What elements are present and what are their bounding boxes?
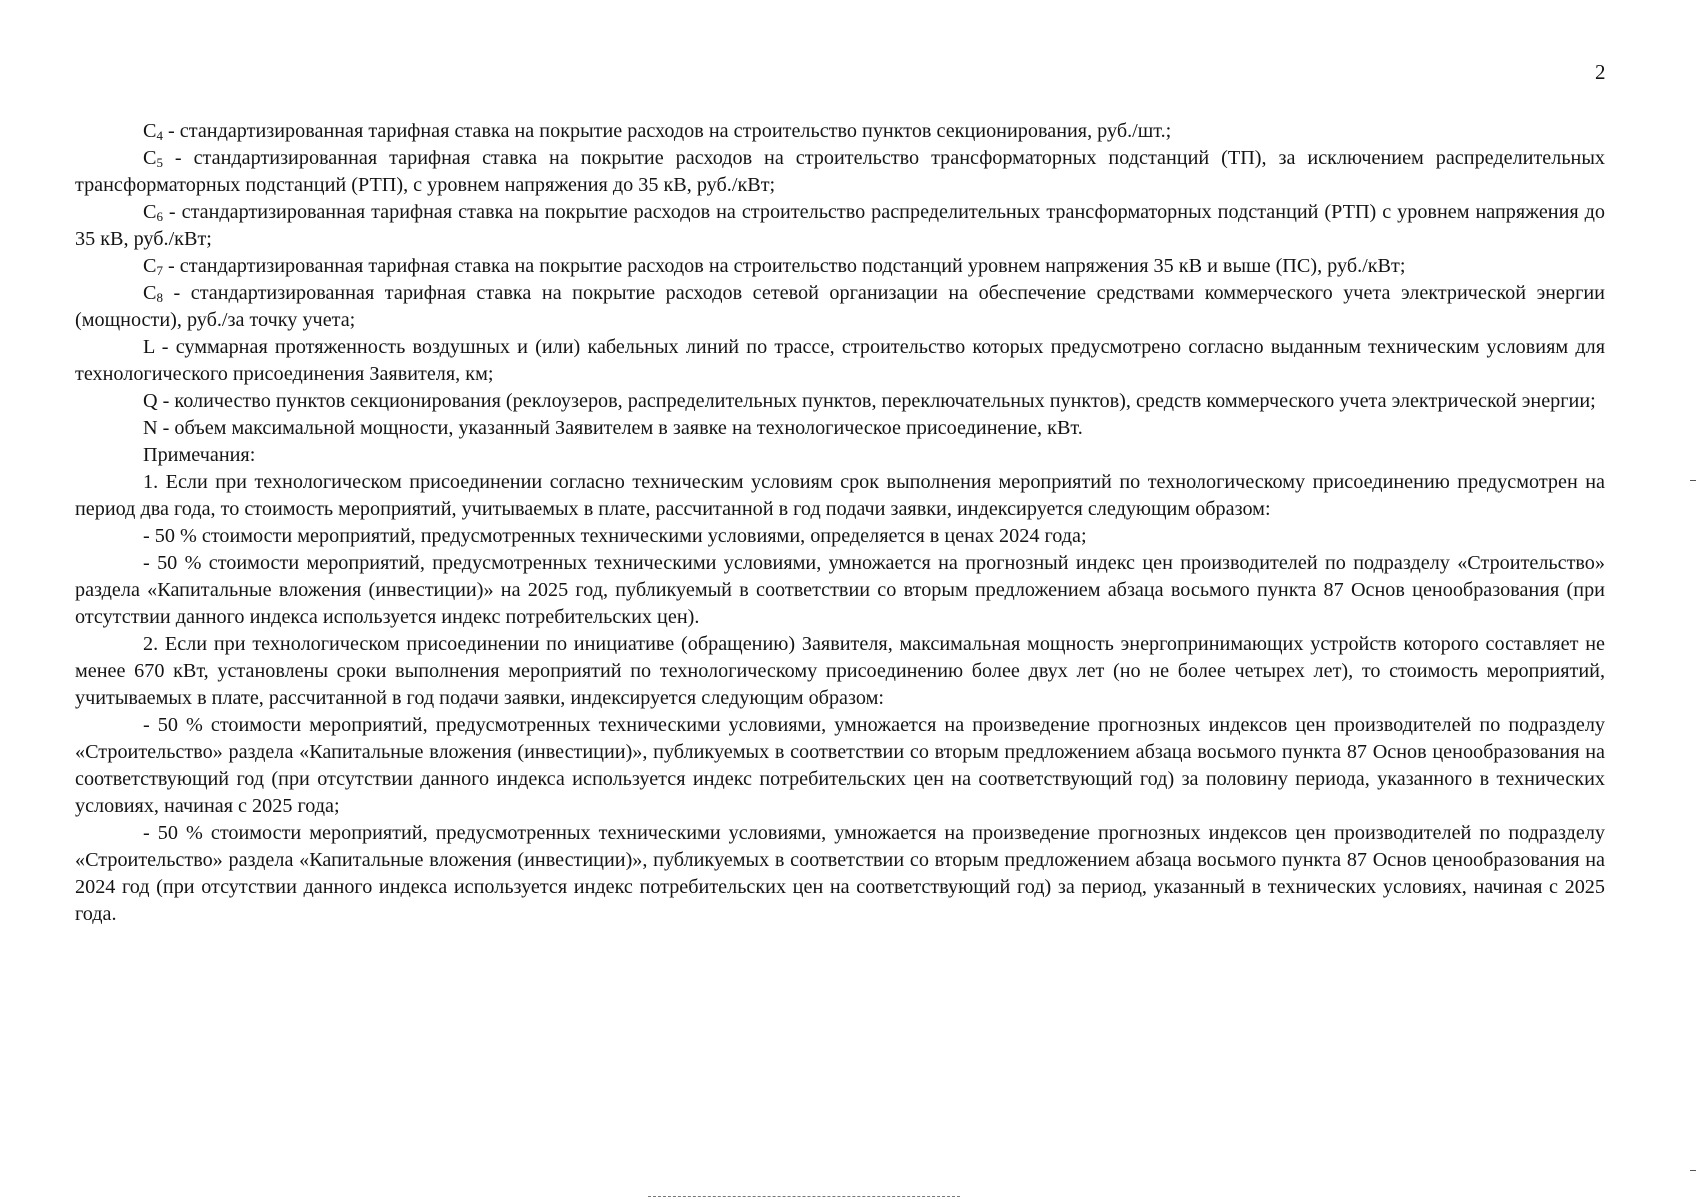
symbol-subscript: 5 <box>156 155 163 170</box>
paragraph-c7 <box>75 253 1605 280</box>
note-2-item-a: - 50 % стоимости мероприятий, предусмотренных техническими условиями, умножается на произведение прогнозных индексов цен производителей по подразделу «Строительство» раздела «Капитальные вложения (инвестиции)», публикуемых в соответствии со вторым предложением абзаца восьмого пункта 87 Основ ценообразования на соответствующий год (при отсутствии данного индекса используется индекс потребительских цен на соответствующий год) за половину периода, указанного в технических условиях, начиная с 2025 года; <box>75 714 1605 817</box>
paragraph-text: - количество пунктов секционирования (реклоузеров, распределительных пунктов, переключательных пунктов), средств коммерческого учета электрической энергии; <box>157 390 1596 412</box>
document-body <box>75 118 1605 928</box>
page-number: 2 <box>1595 60 1606 84</box>
symbol: L <box>143 336 155 358</box>
symbol: C <box>143 255 157 277</box>
symbol: C <box>143 282 157 304</box>
bottom-divider <box>648 1196 960 1197</box>
symbol-subscript: 6 <box>156 209 163 224</box>
paragraph-n <box>75 415 1605 442</box>
symbol: C <box>143 147 157 169</box>
note-2: 2. Если при технологическом присоединении по инициативе (обращению) Заявителя, максимальная мощность энергопринимающих устройств которого составляет не менее 670 кВт, установлены сроки выполнения мероприятий по технологическому присоединению более двух лет (но не более четырех лет), то стоимость мероприятий, учитываемых в плате, рассчитанной в год подачи заявки, индексируется следующим образом: <box>75 633 1605 709</box>
symbol-subscript: 8 <box>156 290 163 305</box>
paragraph-l <box>75 334 1605 388</box>
notes-heading: Примечания: <box>143 444 256 466</box>
paragraph-c4 <box>75 118 1605 145</box>
symbol: C <box>143 201 157 223</box>
symbol: C <box>143 120 157 142</box>
symbol: N <box>143 417 158 439</box>
paragraph-text: - стандартизированная тарифная ставка на покрытие расходов на строительство распределительных трансформаторных подстанций (РТП) с уровнем напряжения до 35 кВ, руб./кВт; <box>75 201 1605 250</box>
scan-edge-mark <box>1690 1170 1696 1171</box>
paragraph-c6 <box>75 199 1605 253</box>
note-1: 1. Если при технологическом присоединении согласно техническим условиям срок выполнения мероприятий по технологическому присоединению предусмотрен на период два года, то стоимость мероприятий, учитываемых в плате, рассчитанной в год подачи заявки, индексируется следующим образом: <box>75 471 1605 520</box>
symbol-subscript: 4 <box>156 128 163 143</box>
note-2-item-b: - 50 % стоимости мероприятий, предусмотренных техническими условиями, умножается на произведение прогнозных индексов цен производителей по подразделу «Строительство» раздела «Капитальные вложения (инвестиции)», публикуемых в соответствии со вторым предложением абзаца восьмого пункта 87 Основ ценообразования на 2024 год (при отсутствии данного индекса используется индекс потребительских цен на соответствующий год) за период, указанный в технических условиях, начиная с 2025 года. <box>75 822 1605 925</box>
paragraph-text: - суммарная протяженность воздушных и (или) кабельных линий по трассе, строительство которых предусмотрено согласно выданным техническим условиям для технологического присоединения Заявителя, км; <box>75 336 1605 385</box>
symbol-subscript: 7 <box>156 263 163 278</box>
paragraph-q <box>75 388 1605 415</box>
paragraph-text: - объем максимальной мощности, указанный Заявителем в заявке на технологическое присоединение, кВт. <box>157 417 1083 439</box>
paragraph-c8 <box>75 280 1605 334</box>
paragraph-text: - стандартизированная тарифная ставка на покрытие расходов на строительство трансформаторных подстанций (ТП), за исключением распределительных трансформаторных подстанций (РТП), с уровнем напряжения до 35 кВ, руб./кВт; <box>75 147 1605 196</box>
paragraph-text: - стандартизированная тарифная ставка на покрытие расходов сетевой организации на обеспечение средствами коммерческого учета электрической энергии (мощности), руб./за точку учета; <box>75 282 1605 331</box>
paragraph-c5 <box>75 145 1605 199</box>
paragraph-text: - стандартизированная тарифная ставка на покрытие расходов на строительство подстанций уровнем напряжения 35 кВ и выше (ПС), руб./кВт; <box>162 255 1406 277</box>
note-1-item-a: - 50 % стоимости мероприятий, предусмотренных техническими условиями, определяется в ценах 2024 года; <box>143 525 1087 547</box>
scan-edge-mark <box>1690 480 1696 481</box>
paragraph-text: - стандартизированная тарифная ставка на покрытие расходов на строительство пунктов секционирования, руб./шт.; <box>162 120 1172 142</box>
note-1-item-b: - 50 % стоимости мероприятий, предусмотренных техническими условиями, умножается на прогнозный индекс цен производителей по подразделу «Строительство» раздела «Капитальные вложения (инвестиции)» на 2025 год, публикуемый в соответствии со вторым предложением абзаца восьмого пункта 87 Основ ценообразования (при отсутствии данного индекса используется индекс потребительских цен). <box>75 552 1605 628</box>
symbol: Q <box>143 390 158 412</box>
